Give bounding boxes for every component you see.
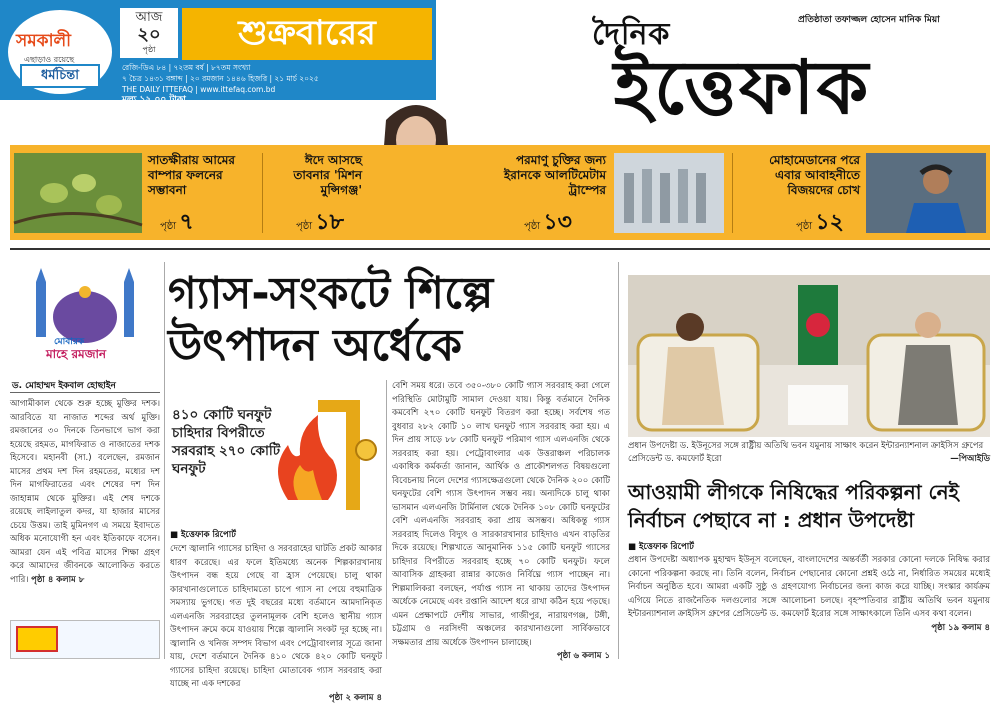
issue-line-2: ৭ চৈত্র ১৪৩১ বঙ্গাব্দ | ২০ রমজান ১৪৪৬ হিজরি | ২১ মার্চ ২০২৫ (122, 73, 432, 84)
lead-headline-line-2: উৎপাদন অর্ধেকে (168, 320, 618, 372)
photo-caption: প্রধান উপদেষ্টা ড. ইউনূসের সঙ্গে রাষ্ট্রীয় অতিথি ভবন যমুনায় সাক্ষাৎ করেন ইন্টারন্যাশনাল ক্রাইসিস গ্রুপের প্রেসিডেন্ট ড. কমফোর্ট ইরো —পিআইডি (628, 440, 990, 466)
mosque-icon (10, 262, 160, 342)
day-banner: শুক্রবারের (182, 8, 432, 60)
ramadan-continued[interactable]: পৃষ্ঠা ৪ কলাম ৮ (31, 575, 84, 585)
teaser-strip (10, 145, 990, 240)
column-divider (164, 262, 165, 659)
masthead-left-panel (0, 0, 436, 100)
paper-prefix: দৈনিক (592, 10, 670, 61)
founder-line: প্রতিষ্ঠাতা তফাজ্জল হোসেন মানিক মিয়া (798, 12, 940, 27)
second-body: প্রধান উপদেষ্টা অধ্যাপক মুহাম্মদ ইউনূস বলেছেন, বাংলাদেশের অন্তর্বর্তী সরকার কোনো দলকে নিষিদ্ধ করার কোনো পরিকল্পনা করছে না। তিনি বলেন, নির্বাচন পেছানোর কোনো প্রশ্নই ওঠে না, নির্ধারিত সময়ের মধ্যেই নির্বাচন অনুষ্ঠিত হবে। আমরা একটি সুষ্ঠু ও গ্রহণযোগ্য নির্বাচনের জন্য কাজ করে যাচ্ছি। সংস্কার কার্যক্রম এগিয়ে নিতে রাজনৈতিক দলগুলোর সঙ্গে আলোচনা চলছে। বৃহস্পতিবার রাষ্ট্রীয় অতিথি ভবন যমুনায় ইন্টারন্যাশনাল ক্রাইসিস গ্রুপের প্রেসিডেন্ট ড. কমফোর্ট ইরোর সঙ্গে সাক্ষাৎকালে তিনি এসব কথা বলেন। পৃষ্ঠা ১৯ কলাম ৪ (628, 554, 990, 635)
ramadan-author: ড. মোহাম্মদ ইকবাল হোছাইন (12, 378, 162, 393)
teaser-divider (262, 153, 263, 233)
teaser-page: পৃষ্ঠা ১৩ (524, 205, 572, 242)
page-count: ২০ (122, 26, 176, 44)
teaser-title: ঈদে আসছে তাবনার 'মিশন মুন্সিগঞ্জ' (270, 153, 362, 198)
lead-headline-line-1: গ্যাস-সংকটে শিল্পে (168, 268, 618, 320)
teaser-page: পৃষ্ঠা ১২ (796, 205, 844, 242)
gas-flame-illustration (258, 390, 388, 520)
price: মূল্য ১২.০০ টাকা (122, 95, 432, 106)
ramadan-title: মাহে রমজান (46, 346, 106, 366)
meeting-photo[interactable] (628, 275, 990, 437)
mango-photo (14, 153, 142, 233)
photo-credit: —পিআইডি (950, 453, 990, 466)
teaser-title: সাতক্ষীরায় আমের বাম্পার ফলনের সম্ভাবনা (148, 153, 256, 198)
second-headline[interactable] (628, 478, 990, 534)
lead-body-col-2: বেশি সময় ধরে। তবে ৩৫০-৩৮০ কোটি গ্যাস সরবরাহ করা গেলে পরিস্থিতি মোটামুটি সামাল দেওয়া যায়। কিন্তু বর্তমানে দৈনিক কমবেশি ২৭০ কোটি ঘনফুট বিতরণ করা হচ্ছে। সর্বশেষ গত বুধবার ২৮২ কোটি ১০ লাখ ঘনফুট গ্যাস সরবরাহ করা হয়। এ দিন প্রায় সাড়ে ৮৮ কোটি ঘনফুট পরিমাণ গ্যাস এলএনজি থেকে সরবরাহ করা হয়। পেট্রোবাংলার এক উত্তরাঞ্চল পরিচালক একাধিক কর্মকর্তা জানান, আর্থিক ও প্রাকৌশলগত বিষয়গুলো বিবেচনায় নিলে দেশের গ্যাসক্ষেত্রগুলো থেকে দৈনিক ২০০ কোটি ঘনফুটের বেশি গ্যাস উৎপাদন সম্ভব নয়। অন্যদিকে চালু থাকা ভাসমান এলএনজি টার্মিনাল থেকে দৈনিক ১০৮ কোটি ঘনফুটের বেশি এলএনজি সরবরাহ করা প্রায় অসম্ভব। অধিকন্তু গ্যাস সরবরাহ দিলেও বিদ্যুৎ ও সারকারখানার চাহিদাও এখন বাড়তির দিকে রয়েছে। শিল্পখাতে আনুমানিক ১১৫ কোটি ঘনফুট গ্যাসের চাহিদার বিপরীতে সরবরাহ হচ্ছে ৭০ কোটি ঘনফুট। ফলে আবাসিক গ্রাহকরা রান্নার কাজেও নির্বিঘ্নে গ্যাস পাচ্ছেন না। শিল্পমালিকরা বলছেন, পর্যাপ্ত গ্যাস না থাকায় তাদের উৎপাদন অর্ধেকে নেমেছে এবং রপ্তানি আদেশ ধরে রাখা কঠিন হয়ে পড়ছে। এমন প্রেক্ষাপটে দেশীয় সাভার, গাজীপুর, নারায়ণগঞ্জ, টঙ্গী, চট্টগ্রাম ও নরসিংদী অঞ্চলের কারখানাগুলো সার্বিকভাবে সক্ষমতার প্রায় অর্ধেকে উৎপাদন চালাচ্ছে। পৃষ্ঠা ৬ কলাম ১ (392, 380, 610, 664)
teaser-divider (732, 153, 733, 233)
teaser-page: পৃষ্ঠা ১৮ (296, 205, 344, 242)
paper-logo[interactable]: ইত্তেফাক (494, 40, 990, 136)
second-headline-line-2: নির্বাচন পেছাবে না : প্রধান উপদেষ্টা (628, 506, 990, 534)
teaser-card[interactable] (480, 145, 610, 240)
teaser-card[interactable] (736, 145, 990, 240)
aaj-label: আজ (122, 10, 176, 26)
lead-reporter: ■ ইত্তেফাক রিপোর্ট (170, 528, 236, 542)
lead-headline[interactable] (168, 268, 618, 372)
ramadan-badge (10, 262, 160, 372)
supplement-name: ধর্মচিন্তা (20, 64, 100, 88)
supplement-badge[interactable] (8, 10, 112, 94)
ad-logo-icon (11, 621, 71, 657)
footballer-photo (866, 153, 986, 233)
second-headline-line-1: আওয়ামী লীগকে নিষিদ্ধের পরিকল্পনা নেই (628, 478, 990, 506)
ramadan-body: আগামীকাল থেকে শুরু হচ্ছে মুক্তির দশক। আরবিতে যা নাজাত শব্দের অর্থ মুক্তি। রমজানের ৩০ দিনকে তিনভাগে ভাগ করা হয়েছে রহমত, মাগফিরাত ও নাজাতের দশক হিসেবে। মহানবী (সা.) বলেছেন, রমজান মাসের প্রথম দশ দিন রহমতের, মধ্যের দশ দিন মাগফিরাতের এবং শেষের দশ দিন জাহান্নাম থেকে মুক্তির। এই শেষ দশকে রয়েছে লাইলাতুল কদর, যা হাজার মাসের চেয়ে উত্তম। তাই মুমিনগণ এ সময়ে ইবাদতে অধিক মনোযোগী হন এবং ইতিকাফে বসেন। আমরা যেন এই পবিত্র মাসের শিক্ষা গ্রহণ করে আমাদের জীবনকে আলোকিত করতে পারি। পৃষ্ঠা ৪ কলাম ৮ (10, 398, 160, 587)
issue-line-1: রেজি-ডিএ ৮৪ | ৭২তম বর্ষ | ৮৭তম সংখ্যা (122, 62, 432, 73)
teaser-title: পরমাণু চুক্তির জন্য ইরানকে আলটিমেটাম ট্রাম্পের (486, 153, 606, 198)
nuclear-facility-photo (614, 153, 724, 233)
second-reporter: ■ ইত্তেফাক রিপোর্ট (628, 540, 694, 554)
supplement-brand: সমকালী (16, 28, 71, 56)
ramadan-mobarak: মোবারক (54, 334, 84, 349)
teaser-card[interactable] (266, 145, 366, 240)
lead-continued[interactable]: পৃষ্ঠা ২ কলাম ৪ (170, 692, 382, 705)
teaser-title: মোহামেডানের পরে এবার আবাহনীতে বিজয়দের চোখ (742, 153, 860, 198)
column-divider (386, 380, 387, 659)
masthead-rule (10, 248, 990, 250)
column-divider (618, 262, 619, 659)
page-word: পৃষ্ঠা (122, 44, 176, 57)
lead-continued[interactable]: পৃষ্ঠা ৬ কলাম ১ (392, 650, 610, 664)
issue-line-3: THE DAILY ITTEFAQ | www.ittefaq.com.bd (122, 84, 432, 95)
second-continued[interactable]: পৃষ্ঠা ১৯ কলাম ৪ (628, 622, 990, 636)
teaser-card[interactable] (10, 145, 260, 240)
lead-body-col-1: দেশে জ্বালানি গ্যাসের চাহিদা ও সরবরাহের ঘাটতি প্রকট আকার ধারণ করেছে। এর ফলে ইতিমধ্যে অনেক শিল্পকারখানায় উৎপাদন বন্ধ হয়ে গেছে বা হ্রাস পেয়েছে। চালু থাকা কারখানাগুলোতে চাহিদামতো চাপে গ্যাস না পেয়ে বহুমাত্রিক সমস্যায় ভুগছে। গত দুই বছরের মধ্যে বর্তমানে আমদানিকৃত এলএনজি সরবরাহের তুলনামূলক বেশি হলেও স্থানীয় গ্যাস উৎপাদন ক্রমে কমে যাওয়ায় শিল্পে জ্বালানি সংকট দূর হচ্ছে না। জ্বালানি ও খনিজ সম্পদ বিভাগ এবং পেট্রোবাংলার সূত্রে জানা যায়, দেশে বর্তমানে দৈনিক ৪১০ থেকে ৪২০ কোটি ঘনফুট গ্যাসের চাহিদা রয়েছে। চাহিদা মোতাবেক গ্যাস সরবরাহ করা যাচ্ছে না এক দশকের পৃষ্ঠা ২ কলাম ৪ (170, 543, 382, 705)
column-rule (10, 392, 160, 393)
advertisement[interactable] (10, 620, 160, 659)
lead-infobox: ৪১০ কোটি ঘনফুট চাহিদার বিপরীতে সরবরাহ ২৭০ কোটি ঘনফুট (172, 406, 284, 478)
page-count-box (120, 8, 178, 58)
teaser-page: পৃষ্ঠা ৭ (160, 205, 194, 242)
supplement-tagline: এছাড়াও রয়েছে (24, 54, 74, 67)
